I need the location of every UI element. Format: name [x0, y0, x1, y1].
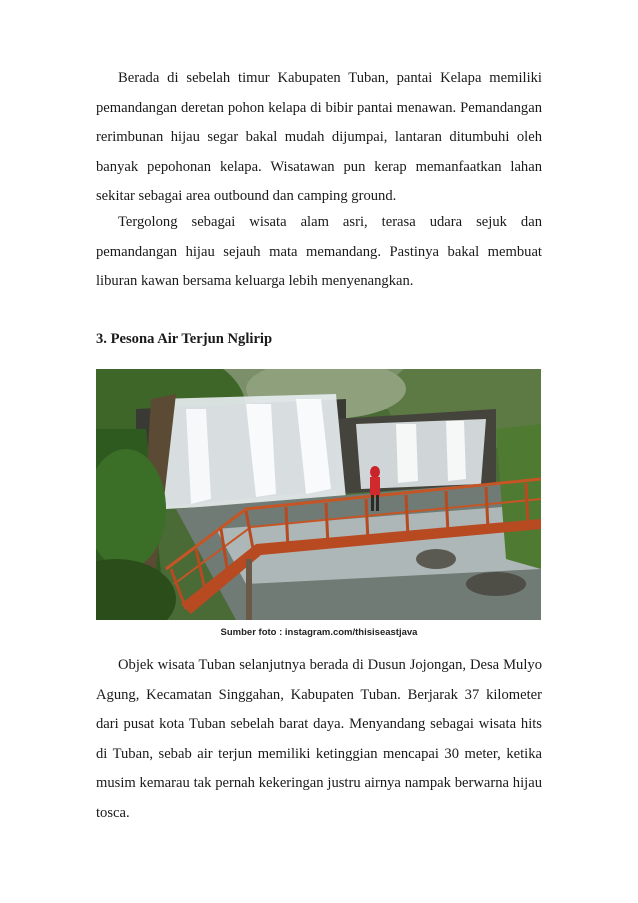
paragraph-wisata-alam — [96, 208, 542, 297]
paragraph-text: Tergolong sebagai wisata alam asri, terasa udara sejuk dan pemandangan hijau sejauh mata memandang. Pastinya bakal membuat liburan kawan bersama keluarga lebih menyenangkan. — [96, 214, 542, 290]
paragraph-pantai-kelapa — [96, 64, 542, 212]
paragraph-air-terjun — [96, 651, 542, 829]
waterfall-photo — [96, 369, 541, 620]
paragraph-text: Berada di sebelah timur Kabupaten Tuban, pantai Kelapa memiliki pemandangan deretan pohon kelapa di bibir pantai menawan. Pemandangan rerimbunan hijau segar bakal mudah dijumpai, lantaran ditumbuhi oleh banyak pepohonan kelapa. Wisatawan pun kerap memanfaatkan lahan sekitar sebagai area outbound dan camping ground. — [96, 70, 542, 205]
photo-caption: Sumber foto : instagram.com/thisiseastjava — [220, 627, 418, 638]
section-heading: 3. Pesona Air Terjun Nglirip — [96, 331, 273, 347]
paragraph-text: Objek wisata Tuban selanjutnya berada di Dusun Jojongan, Desa Mulyo Agung, Kecamatan Singgahan, Kabupaten Tuban. Berjarak 37 kilometer dari pusat kota Tuban sebelah barat daya. Menyandang sebagai wisata hits di Tuban, sebab air terjun memiliki ketinggian mencapai 30 meter, ketika musim kemarau tak pernah kekeringan justru airnya nampak berwarna hijau tosca. — [96, 657, 542, 821]
